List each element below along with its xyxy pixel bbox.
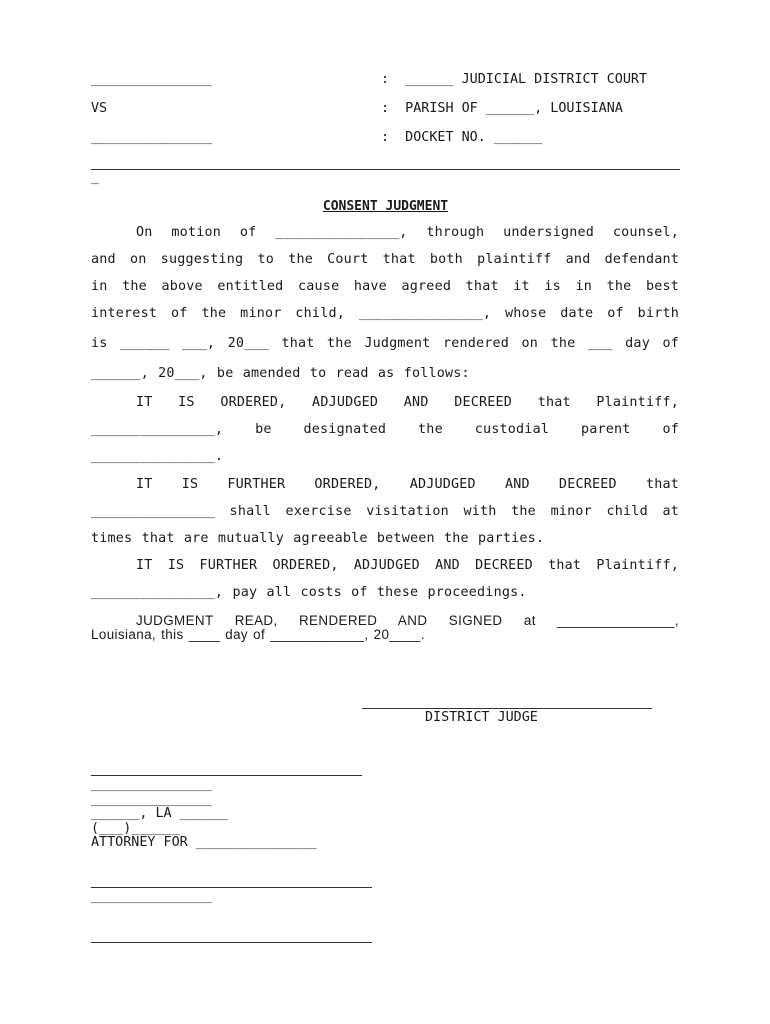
p5-line-1: JUDGMENT READ, RENDERED AND SIGNED at _______________, — [136, 613, 679, 628]
parish-line: : PARISH OF ______, LOUISIANA — [381, 101, 623, 116]
docket-line: : DOCKET NO. ______ — [381, 130, 543, 145]
p1-line-2: and on suggesting to the Court that both plaintiff and defendant — [91, 252, 679, 267]
attorney-for: ATTORNEY FOR _______________ — [91, 835, 317, 850]
attorney-line-2: _______________ — [91, 777, 212, 792]
second-block-line-2: _______________ — [91, 889, 212, 904]
p4-line-1: IT IS FURTHER ORDERED, ADJUDGED AND DECREED that Plaintiff, — [136, 558, 679, 573]
p3-line-1: IT IS FURTHER ORDERED, ADJUDGED AND DECREED that — [136, 477, 679, 492]
p2-line-3: _______________. — [91, 449, 224, 464]
court-line: : ______ JUDICIAL DISTRICT COURT — [381, 72, 648, 87]
p3-line-3: times that are mutually agreeable between the parties. — [91, 531, 545, 546]
p5-line-2: Louisiana, this ____ day of ____________, 20____. — [91, 627, 425, 642]
attorney-line-3: _______________ — [91, 792, 212, 807]
p1-line-6: ______, 20___, be amended to read as follows: — [91, 366, 470, 381]
defendant-blank: _______________ — [91, 130, 212, 145]
document-title: CONSENT JUDGMENT — [322, 199, 449, 214]
attorney-city-state: ______, LA ______ — [91, 806, 229, 821]
p1-line-3: in the above entitled cause have agreed that it is in the best — [91, 279, 679, 294]
caption-rule — [91, 169, 680, 170]
p1-line-4: interest of the minor child, _______________, whose date of birth — [91, 306, 679, 321]
attorney-signature-line — [91, 775, 362, 776]
attorney-phone: (___)______ — [91, 821, 180, 836]
second-signature-line — [91, 887, 372, 888]
vs-label: VS — [91, 101, 108, 116]
p4-line-2: _______________, pay all costs of these proceedings. — [91, 585, 527, 600]
caption-rule-tail: _ — [91, 170, 100, 185]
p1-line-5: is ______ ___, 20___ that the Judgment rendered on the ___ day of — [91, 336, 679, 351]
plaintiff-blank: _______________ — [91, 72, 212, 87]
p2-line-1: IT IS ORDERED, ADJUDGED AND DECREED that Plaintiff, — [136, 395, 679, 410]
judge-signature-line — [362, 708, 652, 709]
p1-line-1: On motion of _______________, through undersigned counsel, — [136, 225, 679, 240]
district-judge-label: DISTRICT JUDGE — [425, 710, 538, 725]
p3-line-2: _______________ shall exercise visitation with the minor child at — [91, 504, 679, 519]
third-signature-line — [91, 942, 372, 943]
p2-line-2: _______________, be designated the custodial parent of — [91, 422, 679, 437]
